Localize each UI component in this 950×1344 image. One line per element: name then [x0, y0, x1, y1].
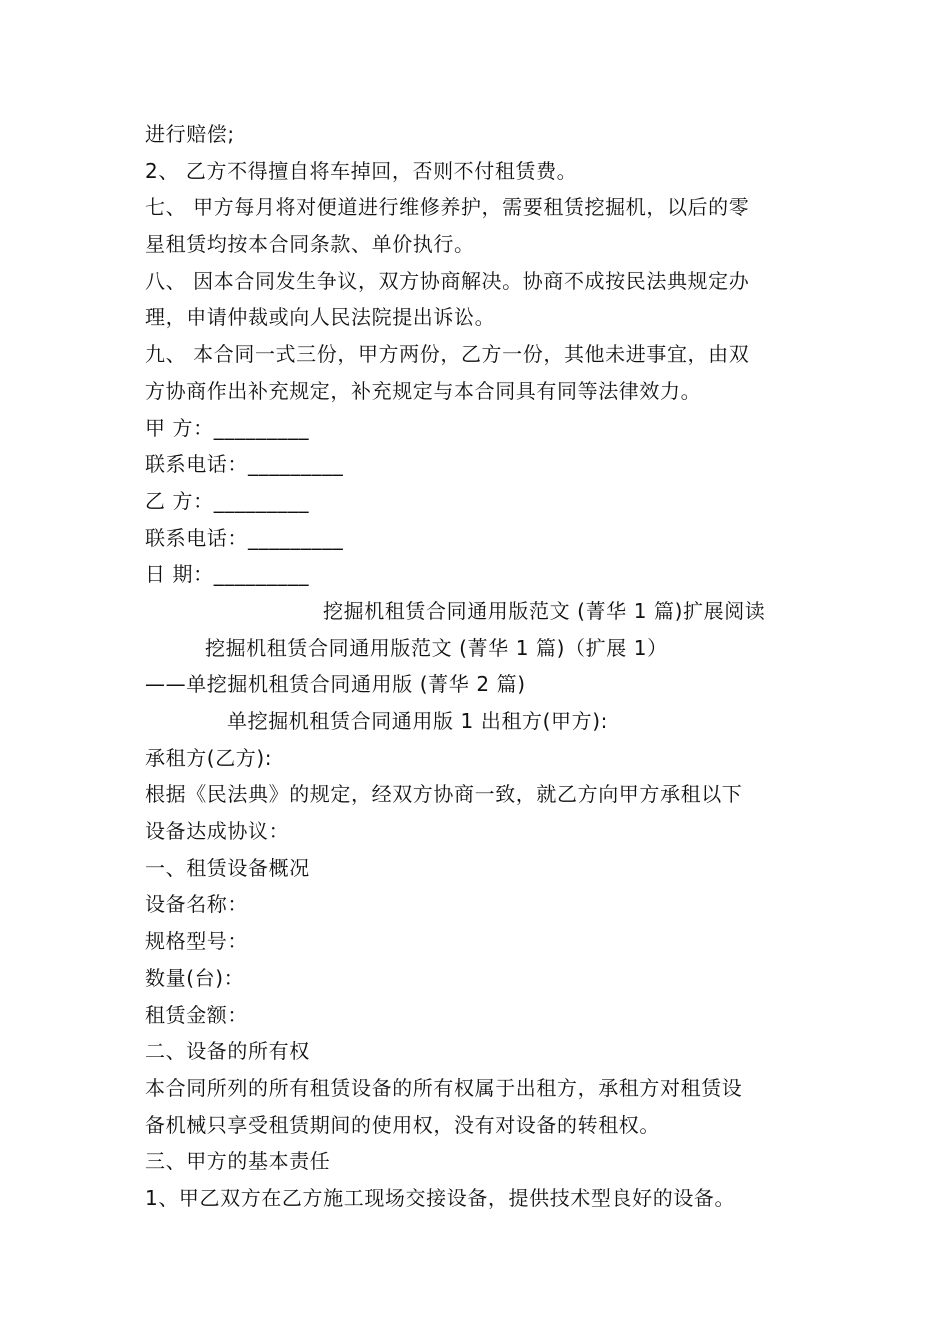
- clause-nine: 九、 本合同一式三份，甲方两份，乙方一份，其他未进事宜，由双: [145, 342, 750, 367]
- text-line: 方协商作出补充规定，补充规定与本合同具有同等法律效力。: [145, 378, 702, 403]
- text-line: 设备达成协议：: [145, 819, 290, 844]
- quantity-field: 数量(台)：: [145, 965, 245, 990]
- text-line: 星租赁均按本合同条款、单价执行。: [145, 232, 475, 257]
- party-a-signature-line: 甲 方：_________: [145, 415, 310, 440]
- text-line: 理，申请仲裁或向人民法院提出诉讼。: [145, 305, 496, 330]
- document-body: [145, 116, 810, 1217]
- extension-subtitle: ——单挖掘机租赁合同通用版 (菁华 2 篇): [145, 672, 526, 697]
- text-line: 进行赔偿;: [145, 122, 235, 146]
- text-line: 1、甲乙双方在乙方施工现场交接设备，提供技术型良好的设备。: [145, 1185, 736, 1210]
- section-heading: 二、设备的所有权: [145, 1039, 310, 1064]
- extension-title: 挖掘机租赁合同通用版范文 (菁华 1 篇)（扩展 1）: [205, 635, 668, 660]
- equipment-name-field: 设备名称：: [145, 892, 248, 917]
- section-heading: 三、甲方的基本责任: [145, 1149, 331, 1174]
- clause-seven: 七、 甲方每月将对便道进行维修养护，需要租赁挖掘机，以后的零: [145, 195, 750, 220]
- clause-eight: 八、 因本合同发生争议，双方协商解决。协商不成按民法典规定办: [145, 268, 750, 293]
- section-heading: 一、租赁设备概况: [145, 855, 310, 880]
- amount-field: 租赁金额：: [145, 1002, 248, 1027]
- lessor-heading: 单挖掘机租赁合同通用版 1 出租方(甲方):: [227, 709, 608, 733]
- text-line: 2、 乙方不得擅自将车掉回，否则不付租赁费。: [145, 158, 578, 183]
- date-line: 日 期：_________: [145, 562, 310, 587]
- party-b-phone-line: 联系电话：_________: [145, 525, 344, 550]
- model-field: 规格型号：: [145, 929, 248, 954]
- text-line: 备机械只享受租赁期间的使用权，没有对设备的转租权。: [145, 1112, 660, 1137]
- lessee-line: 承租方(乙方):: [145, 745, 273, 770]
- party-b-signature-line: 乙 方：_________: [145, 488, 310, 513]
- text-line: 根据《民法典》的规定，经双方协商一致，就乙方向甲方承租以下: [145, 782, 743, 807]
- extended-reading-title: 挖掘机租赁合同通用版范文 (菁华 1 篇)扩展阅读: [323, 598, 766, 623]
- party-a-phone-line: 联系电话：_________: [145, 452, 344, 477]
- text-line: 本合同所列的所有租赁设备的所有权属于出租方，承租方对租赁设: [145, 1075, 743, 1100]
